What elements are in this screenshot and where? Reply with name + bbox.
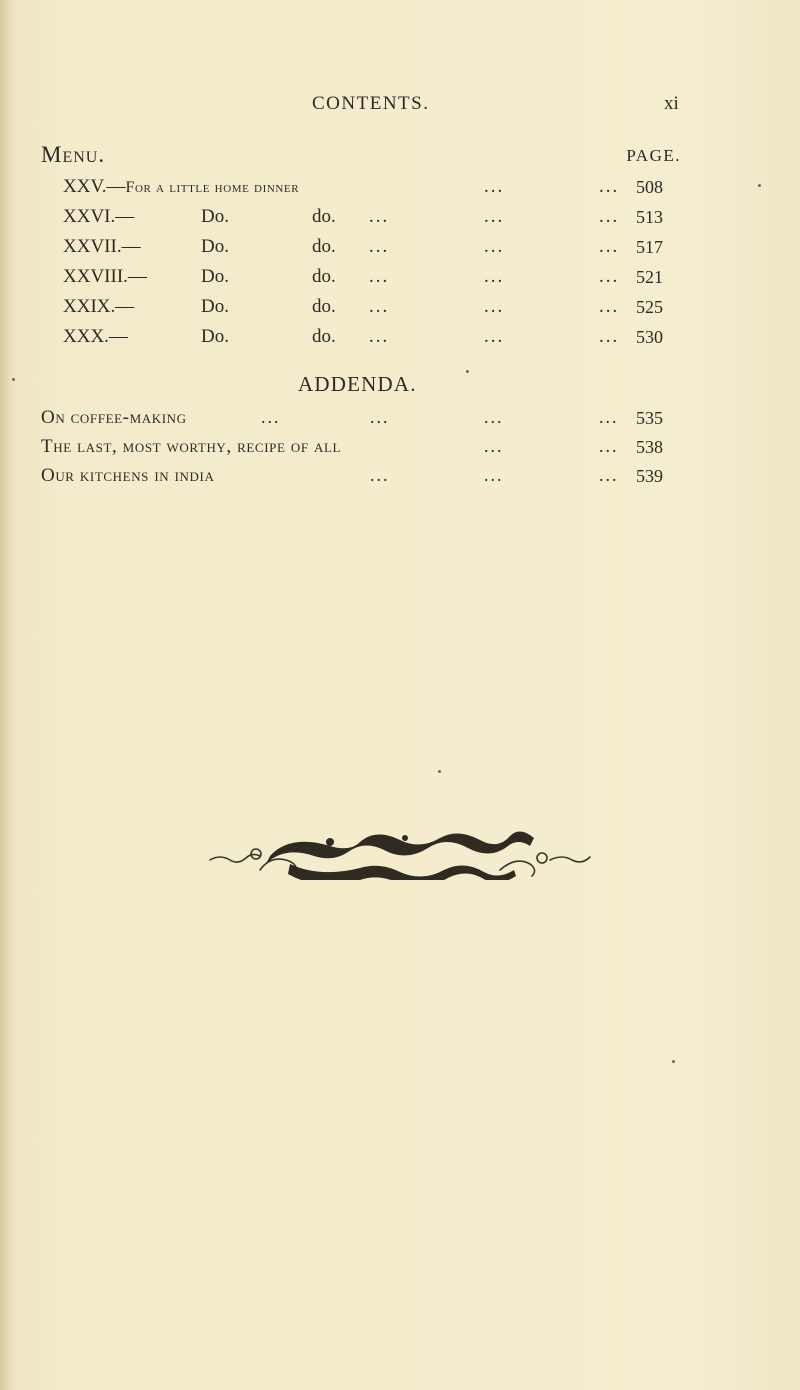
ditto-label: Do. xyxy=(201,326,229,347)
menu-entry-27 xyxy=(0,236,800,262)
addenda-entry-title: On coffee-making xyxy=(41,407,187,428)
page-number: 508 xyxy=(636,177,663,197)
addenda-entry-kitchens xyxy=(0,465,800,491)
page-number: 517 xyxy=(636,237,663,257)
page-number: 539 xyxy=(636,466,663,486)
dot-leader: ... xyxy=(599,326,620,347)
paper-blemish xyxy=(12,378,15,381)
addenda-entry-title: Our kitchens in india xyxy=(41,465,215,486)
dot-leader: ... xyxy=(599,206,620,227)
page-column-heading: PAGE. xyxy=(626,146,681,165)
dot-leader: ... xyxy=(484,296,505,317)
page-folio: xi xyxy=(664,93,679,114)
ditto-label: Do. xyxy=(201,236,229,257)
ditto-label-lower: do. xyxy=(312,236,336,257)
paper-blemish xyxy=(438,770,441,773)
dot-leader: ... xyxy=(484,236,505,257)
ditto-label-lower: do. xyxy=(312,206,336,227)
addenda-heading: ADDENDA. xyxy=(298,372,417,396)
page-number: 530 xyxy=(636,327,663,347)
dot-leader: ... xyxy=(369,326,390,347)
menu-entry-label xyxy=(63,176,299,198)
dot-leader: ... xyxy=(599,407,619,427)
menu-entry-25 xyxy=(0,176,800,202)
dot-leader: ... xyxy=(484,176,505,197)
addenda-entry-coffee xyxy=(0,407,800,433)
dot-leader: ... xyxy=(484,436,504,456)
menu-numeral: XXV.— xyxy=(63,176,126,197)
menu-entry-26 xyxy=(0,206,800,232)
page-number: 521 xyxy=(636,267,663,287)
menu-numeral: XXVI.— xyxy=(63,206,135,227)
running-head xyxy=(0,93,800,123)
dot-leader: ... xyxy=(599,236,620,257)
ditto-label: Do. xyxy=(201,206,229,227)
menu-numeral: XXIX.— xyxy=(63,296,135,317)
menu-entry-29 xyxy=(0,296,800,322)
contents-header xyxy=(41,142,681,170)
page-number: 525 xyxy=(636,297,663,317)
dot-leader: ... xyxy=(370,465,390,485)
dot-leader: ... xyxy=(599,296,620,317)
dot-leader: ... xyxy=(369,296,390,317)
dot-leader: ... xyxy=(261,407,281,427)
addenda-entry-title: The last, most worthy, recipe of all xyxy=(41,436,342,457)
paper-blemish xyxy=(672,1060,675,1063)
dot-leader: ... xyxy=(599,465,619,485)
addenda-entry-last-recipe xyxy=(0,436,800,462)
menu-numeral: XXX.— xyxy=(63,326,128,347)
page-number: 513 xyxy=(636,207,663,227)
paper-blemish xyxy=(466,370,469,373)
dot-leader: ... xyxy=(369,206,390,227)
dot-leader: ... xyxy=(484,407,504,427)
paper-blemish xyxy=(758,184,761,187)
menu-column-heading: Menu. xyxy=(41,142,106,167)
ditto-label-lower: do. xyxy=(312,326,336,347)
page-number: 535 xyxy=(636,408,663,428)
ditto-label-lower: do. xyxy=(312,266,336,287)
ditto-label: Do. xyxy=(201,266,229,287)
menu-numeral: XXVII.— xyxy=(63,236,141,257)
ditto-label: Do. xyxy=(201,296,229,317)
running-title: CONTENTS. xyxy=(312,93,430,114)
menu-entry-28 xyxy=(0,266,800,292)
menu-entry-30 xyxy=(0,326,800,352)
tailpiece-ornament-icon xyxy=(200,830,600,880)
dot-leader: ... xyxy=(369,266,390,287)
dot-leader: ... xyxy=(599,266,620,287)
dot-leader: ... xyxy=(484,206,505,227)
dot-leader: ... xyxy=(484,326,505,347)
menu-numeral: XXVIII.— xyxy=(63,266,147,287)
dot-leader: ... xyxy=(370,407,390,427)
dot-leader: ... xyxy=(484,266,505,287)
dot-leader: ... xyxy=(599,436,619,456)
page-number: 538 xyxy=(636,437,663,457)
dot-leader: ... xyxy=(484,465,504,485)
dot-leader: ... xyxy=(369,236,390,257)
menu-title: For a little home dinner xyxy=(125,179,300,196)
ditto-label-lower: do. xyxy=(312,296,336,317)
dot-leader: ... xyxy=(599,176,620,197)
